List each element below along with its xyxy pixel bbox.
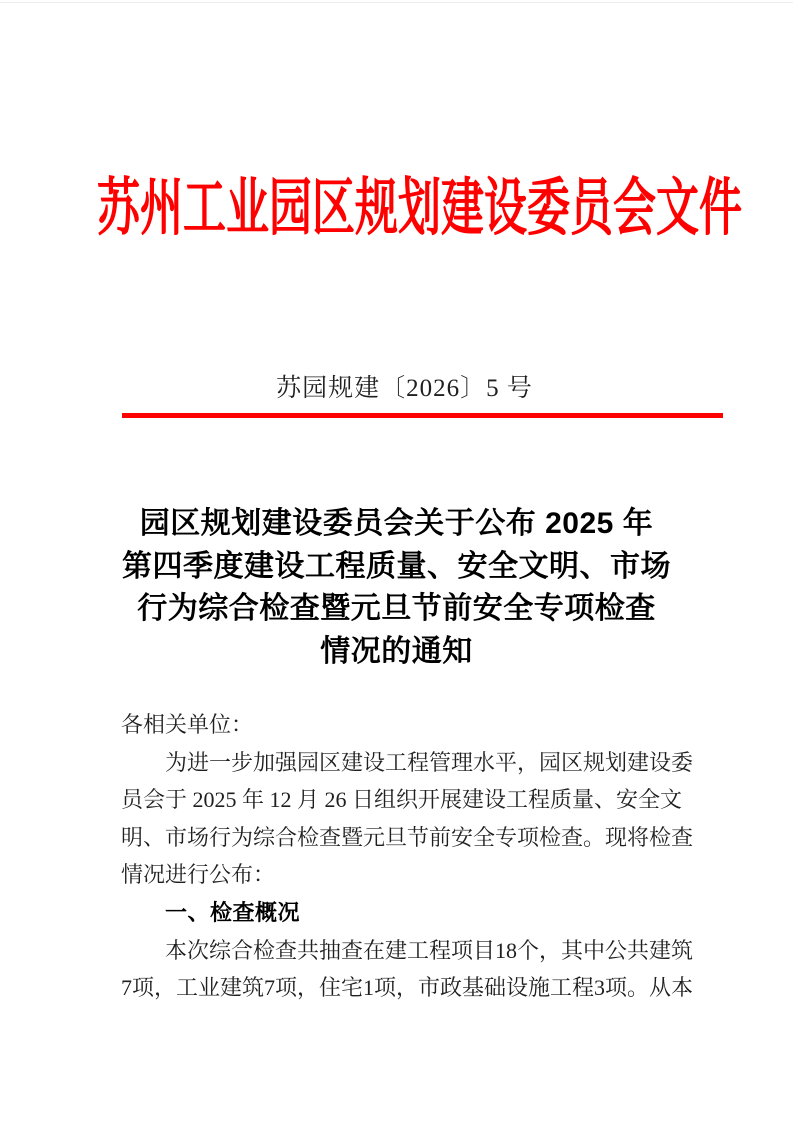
paragraph1-line-3: 明、市场行为综合检查暨元旦节前安全专项检查。现将检查 (121, 824, 694, 850)
paragraph1-line-4: 情况进行公布： (121, 862, 276, 888)
paragraph2-line-2: 7项，工业建筑7项，住宅1项，市政基础设施工程3项。从本 (121, 975, 694, 1001)
body-text-block (121, 706, 701, 1007)
scan-edge-line (0, 2, 793, 3)
letterhead-org-title: 苏州工业园区规划建设委员会文件 (97, 174, 742, 244)
doc-title-line-3: 行为综合检查暨元旦节前安全专项检查 (137, 592, 656, 626)
paragraph2-line-1: 本次综合检查共抽查在建工程项目18个，其中公共建筑 (165, 937, 694, 963)
doc-title (0, 503, 793, 674)
paragraph1-line-2: 员会于 2025 年 12 月 26 日组织开展建设工程质量、安全文 (121, 787, 683, 813)
doc-reference-number: 苏园规建〔2026〕5 号 (276, 375, 533, 402)
doc-title-line-1: 园区规划建设委员会关于公布 2025 年 (139, 507, 654, 540)
doc-title-line-4: 情况的通知 (320, 635, 473, 669)
doc-title-line-2: 第四季度建设工程质量、安全文明、市场 (122, 549, 671, 583)
red-divider-line (122, 413, 723, 418)
section1-heading: 一、检查概况 (165, 899, 301, 925)
paragraph1-line-1: 为进一步加强园区建设工程管理水平，园区规划建设委 (165, 749, 694, 775)
salutation-line: 各相关单位： (121, 712, 254, 737)
